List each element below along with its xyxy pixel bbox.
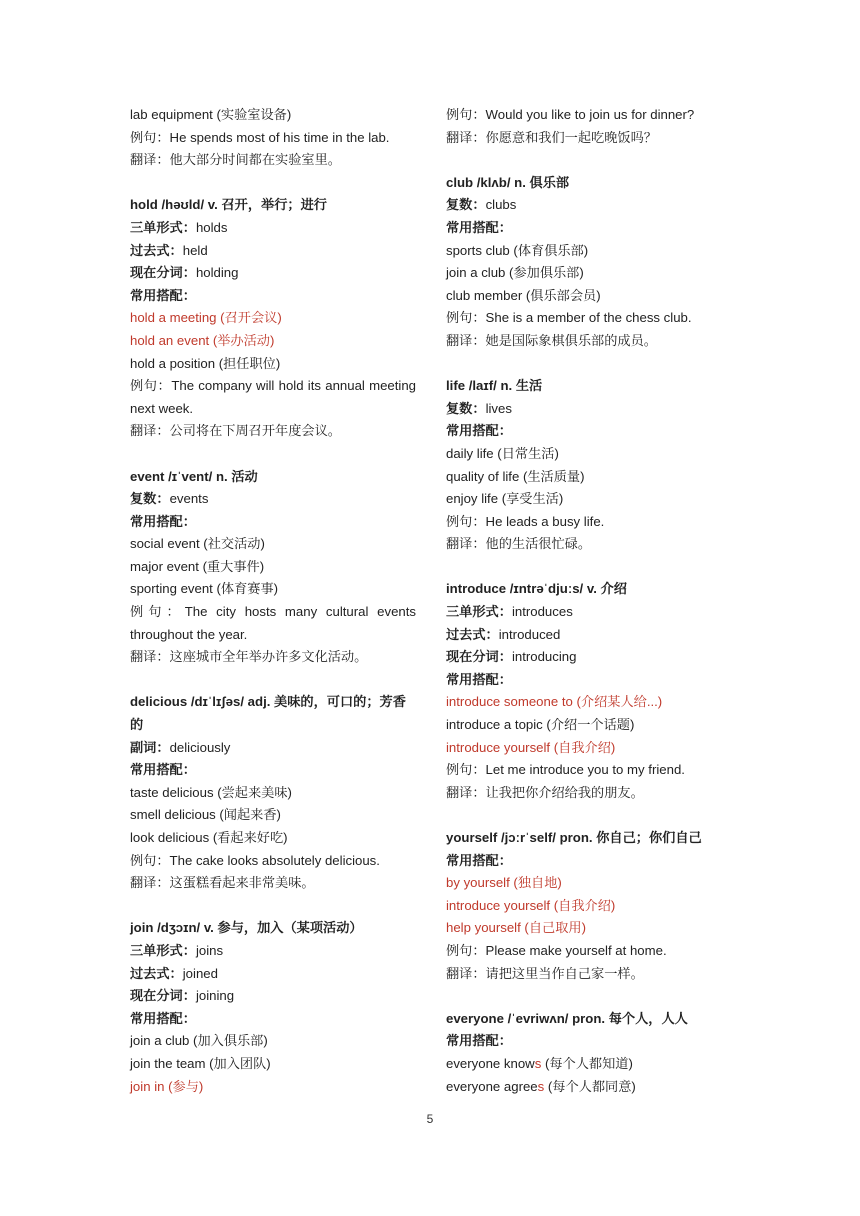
spacer <box>130 895 416 918</box>
collocation-mixed <box>446 1053 730 1076</box>
collocation: social event (社交活动) <box>130 536 265 552</box>
left-column <box>130 104 416 1098</box>
collocation: taste delicious (尝起来美味) <box>130 784 292 800</box>
collocation-mixed <box>446 1076 730 1099</box>
spacer <box>446 556 730 579</box>
collocation: daily life (日常生活) <box>446 445 559 461</box>
collocation: sports club (体育俱乐部) <box>446 242 589 258</box>
page-number: 5 <box>426 1112 434 1126</box>
collocation: look delicious (看起来好吃) <box>130 830 288 845</box>
word-form-label: 现在分词： <box>130 265 196 281</box>
word-form-value: clubs <box>485 197 517 213</box>
collocation-text: everyone know <box>446 1055 535 1071</box>
collocations-label: 常用搭配： <box>446 423 512 439</box>
collocation-suffix: s <box>534 1055 542 1071</box>
collocation-highlighted: introduce yourself (自我介绍) <box>446 897 616 913</box>
translation-line: 翻译：请把这里当作自己家一样。 <box>446 965 644 981</box>
collocation: join the team (加入团队) <box>130 1055 271 1071</box>
example-sentence: 例句：The company will hold its annual meeting next week. <box>130 378 416 416</box>
collocation-highlighted: hold an event (举办活动) <box>130 332 275 348</box>
word-form-line <box>130 940 416 963</box>
collocation: smell delicious (闻起来香) <box>130 807 281 823</box>
example-sentence: 例句：The city hosts many cultural events throughout the year. <box>130 604 416 642</box>
collocation-suffix: s <box>537 1078 545 1094</box>
collocations-label: 常用搭配： <box>446 1033 512 1049</box>
entry-headword: introduce /ɪntrəˈdjuːs/ v. 介绍 <box>446 581 627 597</box>
translation-line: 翻译：你愿意和我们一起吃晚饭吗？ <box>446 129 657 145</box>
word-form-value: holds <box>195 219 228 235</box>
word-form-value: introduced <box>498 626 561 642</box>
entry-headword: hold /həʊld/ v. 召开，举行；进行 <box>130 197 327 213</box>
spacer <box>446 985 730 1008</box>
collocations-label: 常用搭配： <box>446 671 512 687</box>
spacer <box>130 443 416 466</box>
translation-line: 翻译：他大部分时间都在实验室里。 <box>130 152 341 168</box>
word-form-label: 三单形式： <box>130 219 196 235</box>
collocation-text: everyone agree <box>446 1078 538 1094</box>
collocation-highlighted: introduce yourself (自我介绍) <box>446 739 616 755</box>
word-form-value: joins <box>195 942 224 958</box>
collocation-highlighted: introduce someone to (介绍某人给...) <box>446 694 663 710</box>
collocation: major event (重大事件) <box>130 558 265 574</box>
word-form-line <box>446 601 730 624</box>
word-form-label: 复数： <box>130 491 170 507</box>
entry-headword: yourself /jɔːrˈself/ pron. 你自己；你们自己 <box>446 830 702 845</box>
word-form-value: held <box>182 242 208 258</box>
spacer <box>130 172 416 195</box>
word-form-label: 过去式： <box>130 965 183 981</box>
translation-line: 翻译：她是国际象棋俱乐部的成员。 <box>446 332 657 348</box>
right-column <box>446 104 730 1098</box>
word-form-line <box>130 963 416 986</box>
collocation: enjoy life (享受生活) <box>446 491 564 507</box>
word-form-label: 过去式： <box>130 242 183 258</box>
word-form-label: 复数： <box>446 197 486 213</box>
entry-headword: everyone /ˈevriwʌn/ pron. 每个人，人人 <box>446 1010 688 1026</box>
collocation-highlighted: join in (参与) <box>130 1078 204 1094</box>
spacer <box>446 353 730 376</box>
word-form-line <box>446 646 730 669</box>
example-sentence: 例句：He leads a busy life. <box>446 513 605 529</box>
translation-line: 翻译：公司将在下周召开年度会议。 <box>130 423 341 439</box>
word-form-label: 过去式： <box>446 626 499 642</box>
word-form-label: 三单形式： <box>130 942 196 958</box>
translation-line: 翻译：这座城市全年举办许多文化活动。 <box>130 649 368 665</box>
spacer <box>130 669 416 692</box>
spacer <box>446 149 730 172</box>
word-form-value: events <box>169 491 209 507</box>
word-form-value: holding <box>195 265 239 281</box>
collocation-highlighted: by yourself (独自地) <box>446 875 562 891</box>
collocation-highlighted: help yourself (自己取用) <box>446 920 586 936</box>
word-form-label: 三单形式： <box>446 604 512 620</box>
word-form-line <box>130 488 416 511</box>
word-form-line <box>446 194 730 217</box>
entry-headword: join /dʒɔɪn/ v. 参与，加入（某项活动） <box>130 920 363 936</box>
spacer <box>446 804 730 827</box>
word-form-line <box>446 398 730 421</box>
example-sentence: 例句：She is a member of the chess club. <box>446 310 692 326</box>
word-form-line <box>446 624 730 647</box>
collocation-gloss: (每个人都同意) <box>544 1078 636 1094</box>
collocation: hold a position (担任职位) <box>130 355 281 371</box>
example-sentence: 例句：He spends most of his time in the lab. <box>130 129 390 145</box>
collocations-label: 常用搭配： <box>130 287 196 303</box>
word-form-label: 现在分词： <box>130 988 196 1004</box>
example-sentence: 例句：Please make yourself at home. <box>446 942 667 958</box>
word-form-line <box>130 262 416 285</box>
word-form-line <box>130 985 416 1008</box>
translation-line: 翻译：他的生活很忙碌。 <box>446 536 592 552</box>
collocation: join a club (参加俱乐部) <box>446 265 584 281</box>
word-form-value: introduces <box>511 604 573 620</box>
word-form-value: deliciously <box>169 739 231 755</box>
translation-line: 翻译：让我把你介绍给我的朋友。 <box>446 784 644 800</box>
collocation: lab equipment (实验室设备) <box>130 107 292 122</box>
example-sentence: 例句：The cake looks absolutely delicious. <box>130 852 380 868</box>
word-form-value: joined <box>182 965 218 981</box>
entry-headword: event /ɪˈvent/ n. 活动 <box>130 468 258 484</box>
word-form-line <box>130 240 416 263</box>
entry-headword: life /laɪf/ n. 生活 <box>446 378 543 394</box>
collocations-label: 常用搭配： <box>130 1010 196 1026</box>
collocations-label: 常用搭配： <box>446 219 512 235</box>
collocations-label: 常用搭配： <box>130 762 196 778</box>
collocation-gloss: (每个人都知道) <box>541 1055 633 1071</box>
word-form-label: 副词： <box>130 739 170 755</box>
entry-headword: delicious /dɪˈlɪʃəs/ adj. 美味的，可口的；芳香的 <box>130 694 406 733</box>
word-form-label: 现在分词： <box>446 649 512 665</box>
example-sentence: 例句：Would you like to join us for dinner? <box>446 107 695 122</box>
word-form-value: introducing <box>511 649 577 665</box>
collocation: quality of life (生活质量) <box>446 468 585 484</box>
word-form-label: 复数： <box>446 400 486 416</box>
collocations-label: 常用搭配： <box>446 852 512 868</box>
collocation: club member (俱乐部会员) <box>446 287 601 303</box>
collocation-highlighted: hold a meeting (召开会议) <box>130 310 282 326</box>
example-sentence: 例句：Let me introduce you to my friend. <box>446 762 685 778</box>
word-form-value: lives <box>485 400 512 416</box>
word-form-line <box>130 217 416 240</box>
word-form-line <box>130 737 416 760</box>
collocations-label: 常用搭配： <box>130 513 196 529</box>
collocation: join a club (加入俱乐部) <box>130 1033 268 1049</box>
collocation: sporting event (体育赛事) <box>130 581 279 597</box>
entry-headword: club /klʌb/ n. 俱乐部 <box>446 174 570 190</box>
collocation: introduce a topic (介绍一个话题) <box>446 717 635 733</box>
translation-line: 翻译：这蛋糕看起来非常美味。 <box>130 875 315 891</box>
word-form-value: joining <box>195 988 235 1004</box>
